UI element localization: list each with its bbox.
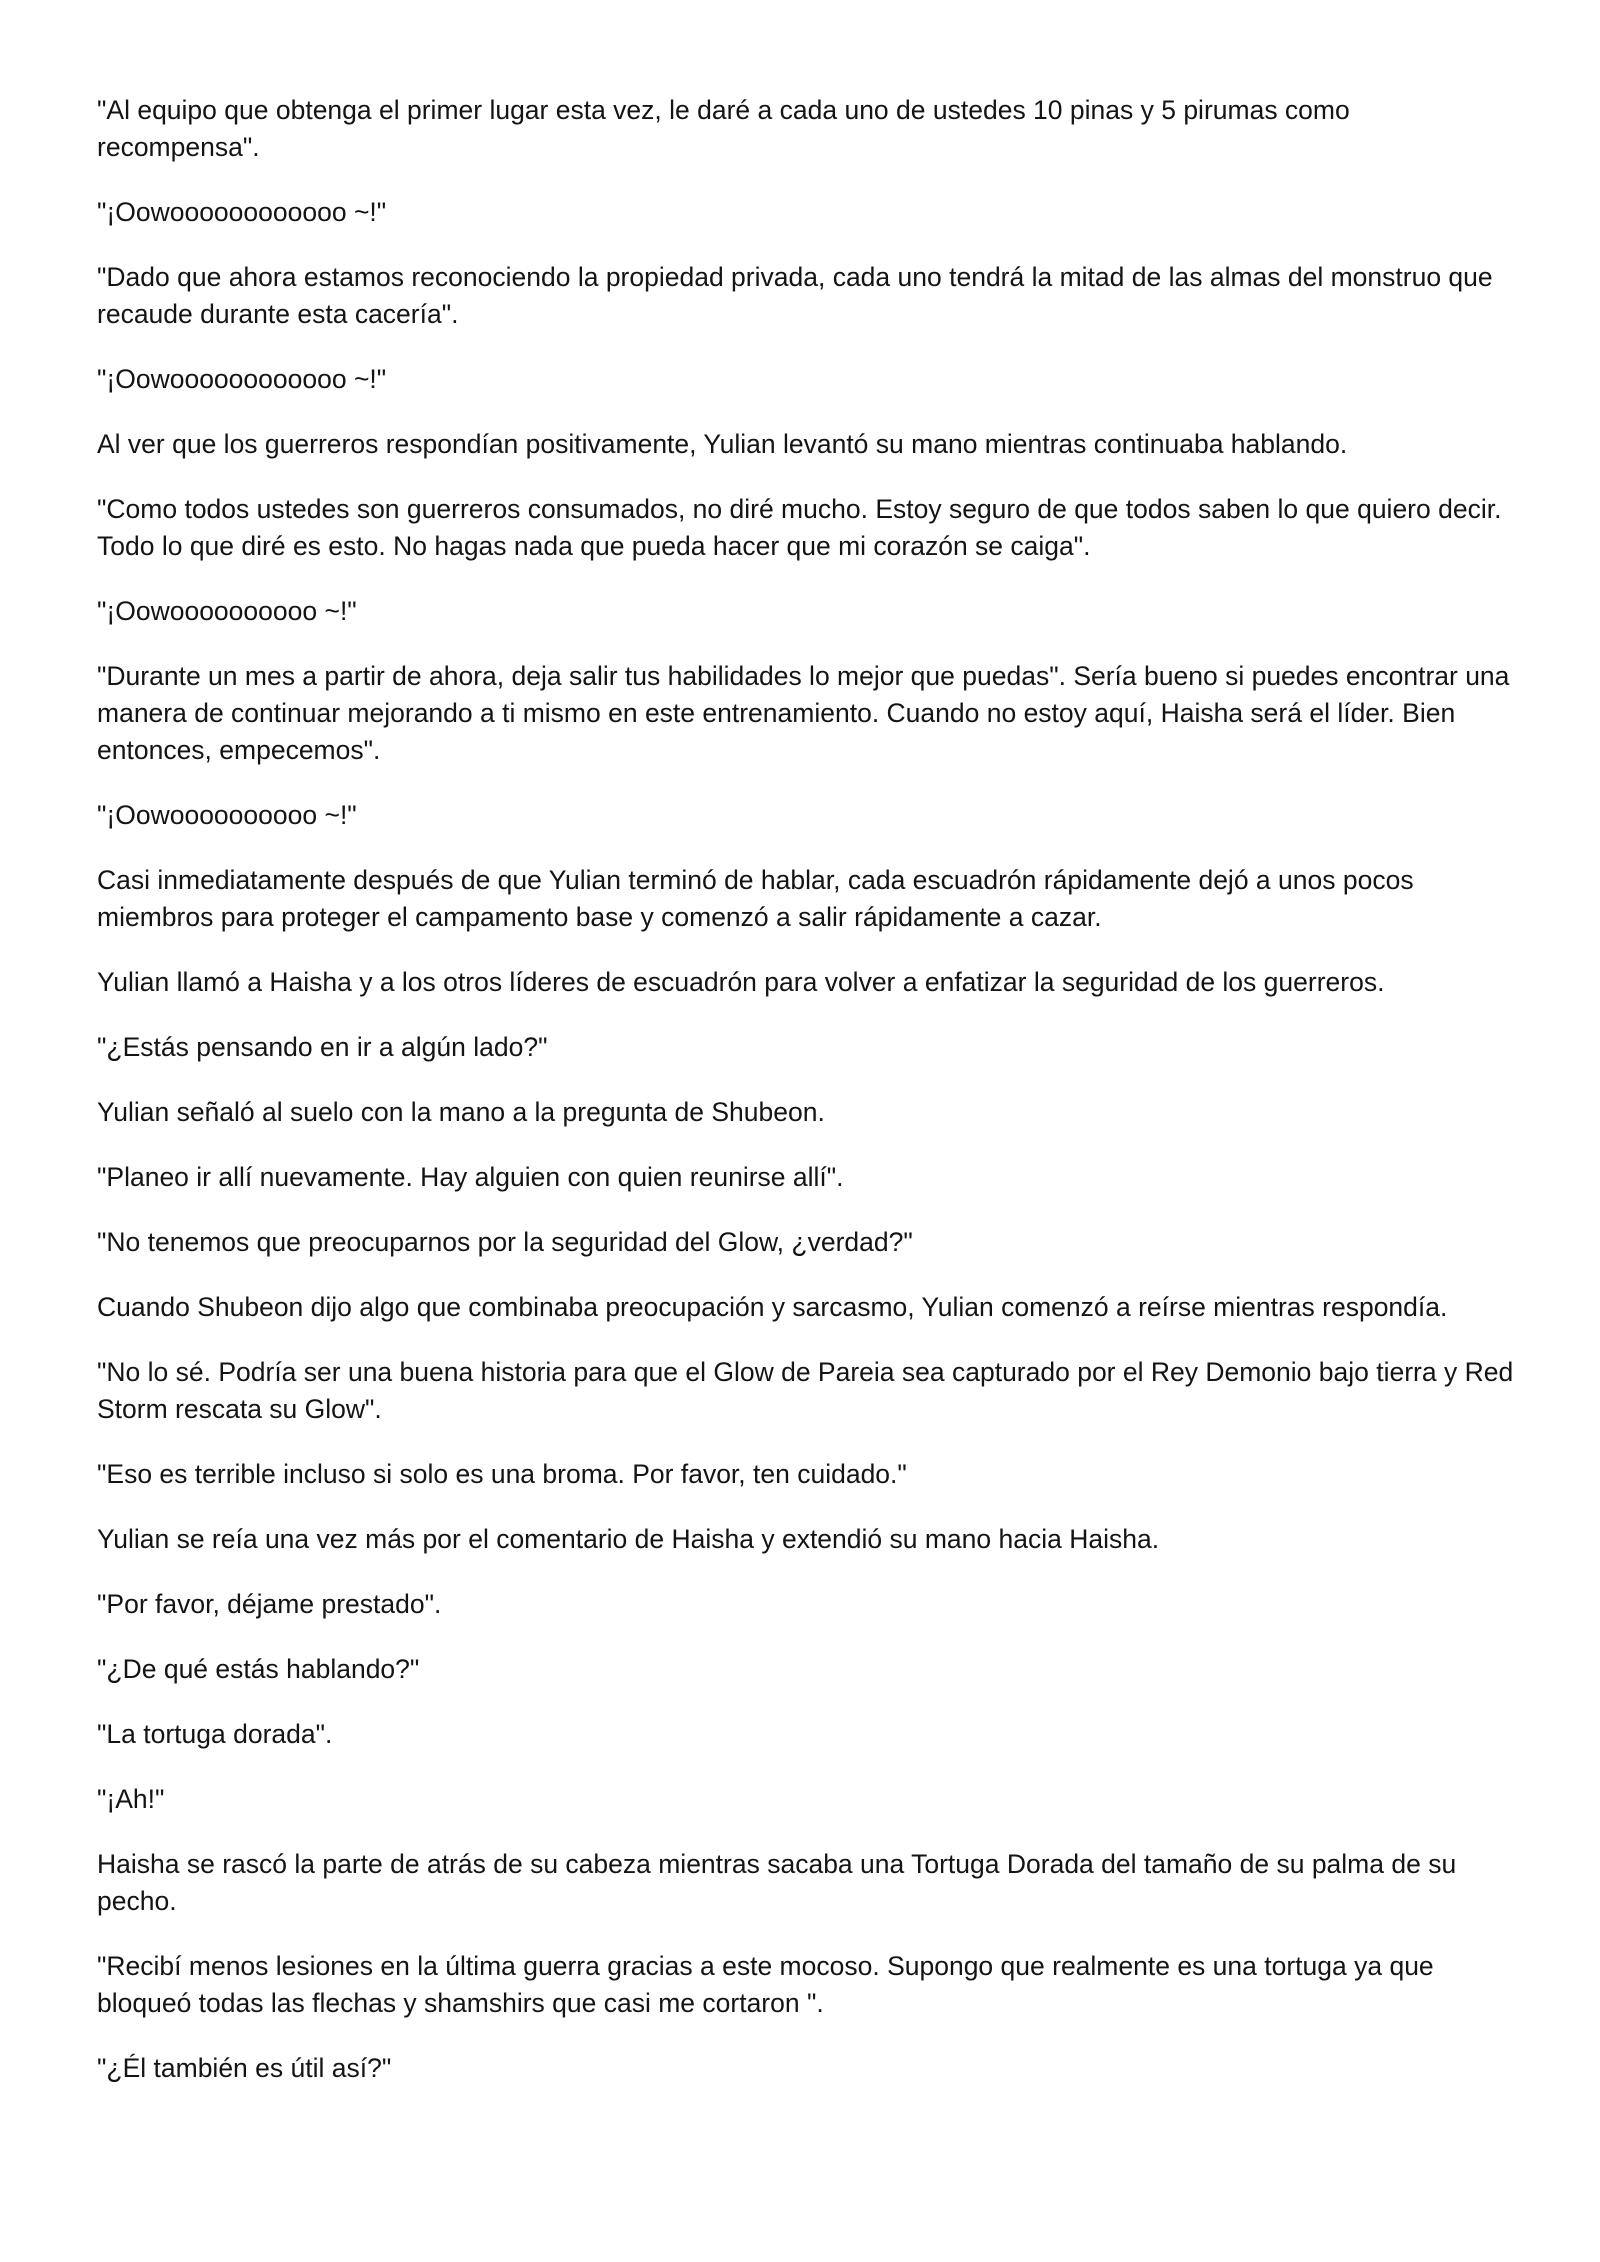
paragraph: "Al equipo que obtenga el primer lugar esta vez, le daré a cada uno de ustedes 10 pinas y 5 pirumas como recompensa".	[97, 95, 1350, 162]
paragraph: "¿Estás pensando en ir a algún lado?"	[97, 1032, 548, 1062]
paragraph: "¡Oowoooooooooooo ~!"	[97, 197, 387, 227]
paragraph: Al ver que los guerreros respondían positivamente, Yulian levantó su mano mientras continuaba hablando.	[97, 429, 1348, 459]
paragraph: Casi inmediatamente después de que Yulian terminó de hablar, cada escuadrón rápidamente dejó a unos pocos miembros para proteger el campamento base y comenzó a salir rápidamente a cazar.	[97, 865, 1414, 932]
paragraph: Yulian llamó a Haisha y a los otros líderes de escuadrón para volver a enfatizar la seguridad de los guerreros.	[97, 967, 1385, 997]
paragraph: "No lo sé. Podría ser una buena historia para que el Glow de Pareia sea capturado por el Rey Demonio bajo tierra y Red Storm rescata su Glow".	[97, 1357, 1514, 1424]
paragraph: "La tortuga dorada".	[97, 1719, 333, 1749]
paragraph: "¡Oowoooooooooo ~!"	[97, 596, 357, 626]
paragraph: "¡Ah!"	[97, 1784, 165, 1814]
paragraph: Cuando Shubeon dijo algo que combinaba preocupación y sarcasmo, Yulian comenzó a reírse mientras respondía.	[97, 1292, 1448, 1322]
paragraph: Yulian señaló al suelo con la mano a la pregunta de Shubeon.	[97, 1097, 825, 1127]
paragraph: "¿Él también es útil así?"	[97, 2053, 392, 2083]
paragraph: Yulian se reía una vez más por el comentario de Haisha y extendió su mano hacia Haisha.	[97, 1524, 1160, 1554]
paragraph: "Eso es terrible incluso si solo es una broma. Por favor, ten cuidado."	[97, 1459, 907, 1489]
paragraph: "Por favor, déjame prestado".	[97, 1589, 442, 1619]
paragraph: Haisha se rascó la parte de atrás de su cabeza mientras sacaba una Tortuga Dorada del tamaño de su palma de su pecho.	[97, 1849, 1457, 1916]
paragraph: "No tenemos que preocuparnos por la seguridad del Glow, ¿verdad?"	[97, 1227, 913, 1257]
paragraph: "Dado que ahora estamos reconociendo la propiedad privada, cada uno tendrá la mitad de las almas del monstruo que recaude durante esta cacería".	[97, 262, 1493, 329]
paragraph: "Recibí menos lesiones en la última guerra gracias a este mocoso. Supongo que realmente es una tortuga ya que bloqueó todas las flechas y shamshirs que casi me cortaron ".	[97, 1951, 1434, 2018]
paragraph: "Planeo ir allí nuevamente. Hay alguien con quien reunirse allí".	[97, 1162, 844, 1192]
paragraph: "¿De qué estás hablando?"	[97, 1654, 420, 1684]
paragraph: "Como todos ustedes son guerreros consumados, no diré mucho. Estoy seguro de que todos saben lo que quiero decir. Todo lo que diré es esto. No hagas nada que pueda hacer que mi corazón se caiga".	[97, 494, 1502, 561]
paragraph: "¡Oowoooooooooooo ~!"	[97, 364, 387, 394]
paragraph: "¡Oowoooooooooo ~!"	[97, 800, 357, 830]
paragraph: "Durante un mes a partir de ahora, deja salir tus habilidades lo mejor que puedas". Sería bueno si puedes encontrar una manera de continuar mejorando a ti mismo en este entrenamiento. Cuando no estoy aquí, Haisha será el líder. Bien entonces, empecemos".	[97, 661, 1510, 765]
document-page	[97, 92, 1517, 2115]
